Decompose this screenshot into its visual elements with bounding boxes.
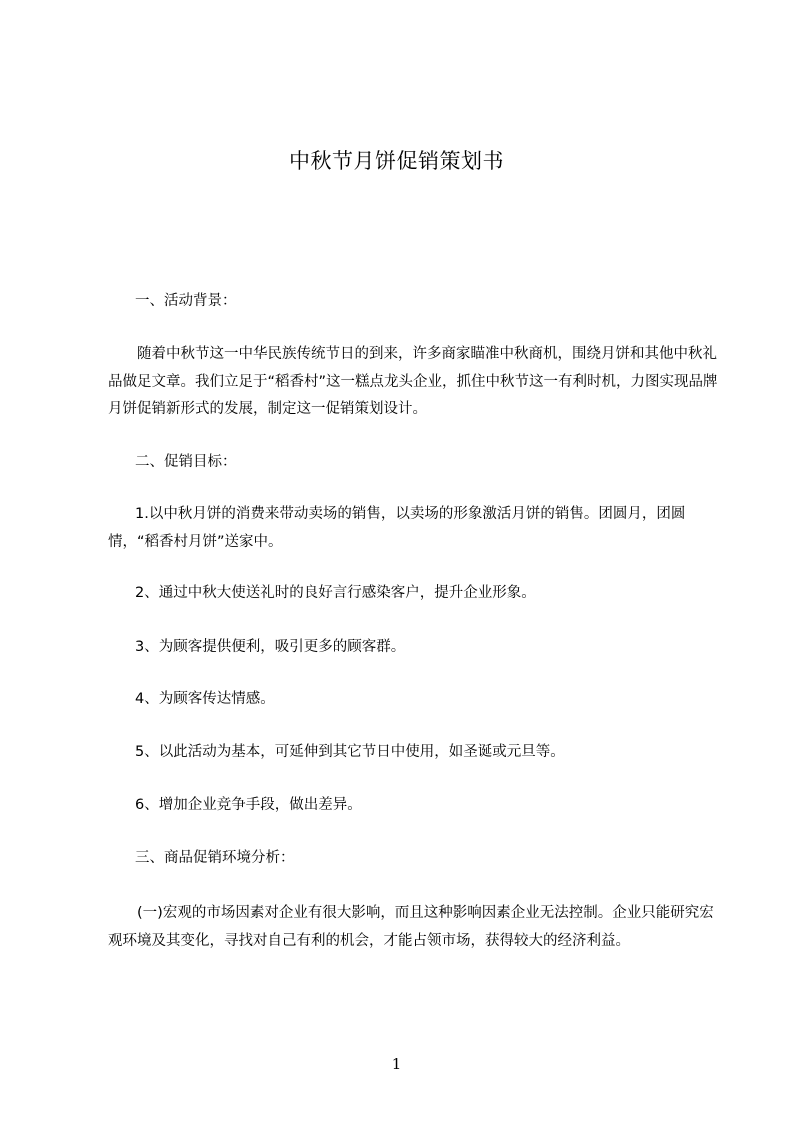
section-heading-goals: 二、促销目标： — [135, 454, 237, 470]
background-paragraph: 随着中秋节这一中华民族传统节日的到来，许多商家瞄准中秋商机，围绕月饼和其他中秋礼品做足文章。我们立足于“稻香村”这一糕点龙头企业，抓住中秋节这一有利时机，力图实现品牌月饼促销新形式的发展，制定这一促销策划设计。 — [108, 346, 718, 417]
page-number: 1 — [391, 1055, 402, 1073]
section-heading-environment: 三、商品促销环境分析： — [135, 850, 295, 866]
goal-item-3: 3、为顾客提供便利，吸引更多的顾客群。 — [135, 639, 406, 655]
goal-item-6: 6、增加企业竞争手段，做出差异。 — [135, 797, 362, 813]
goal-item-1: 1.以中秋月饼的消费来带动卖场的销售，以卖场的形象激活月饼的销售。团圆月，团圆情，“稻香村月饼”送家中。 — [108, 506, 686, 550]
goal-item-2: 2、通过中秋大使送礼时的良好言行感染客户，提升企业形象。 — [135, 585, 536, 601]
environment-paragraph: (一)宏观的市场因素对企业有很大影响，而且这种影响因素企业无法控制。企业只能研究宏观环境及其变化，寻找对自己有利的机会，才能占领市场，获得较大的经济利益。 — [108, 905, 714, 949]
document-title: 中秋节月饼促销策划书 — [289, 149, 504, 173]
goal-item-5: 5、以此活动为基本，可延伸到其它节日中使用，如圣诞或元旦等。 — [135, 744, 565, 760]
goal-item-4: 4、为顾客传达情感。 — [135, 691, 275, 707]
section-heading-background: 一、活动背景： — [135, 293, 237, 309]
